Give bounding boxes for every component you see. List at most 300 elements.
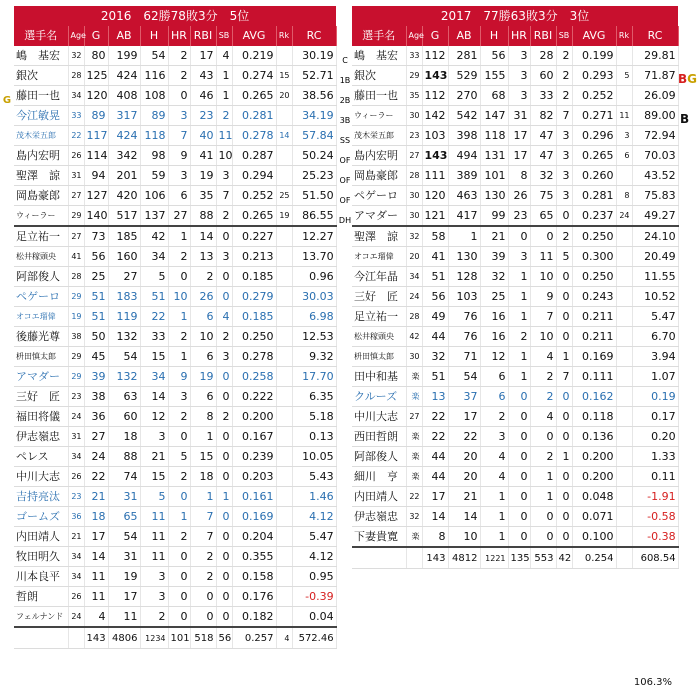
- total-cell: 0.257: [232, 627, 276, 649]
- table-row: [352, 427, 678, 447]
- stat-cell: 88: [108, 447, 140, 467]
- stat-cell: 143: [422, 66, 448, 86]
- table-row: [352, 507, 678, 527]
- player-name: 嶋 基宏: [14, 46, 68, 66]
- stat-cell: 60: [530, 66, 556, 86]
- total-cell: 4: [276, 627, 292, 649]
- stat-cell: 2: [216, 206, 232, 227]
- stat-cell: 44: [422, 467, 448, 487]
- pos-marker-0: C: [342, 56, 348, 65]
- stat-cell: 5.47: [292, 527, 336, 547]
- stat-cell: 0.355: [232, 547, 276, 567]
- stat-cell: 12: [140, 407, 168, 427]
- stat-cell: 31: [508, 106, 530, 126]
- stat-cell: 2: [556, 46, 572, 66]
- stat-cell: 140: [84, 206, 108, 227]
- stat-cell: 7: [190, 507, 216, 527]
- stat-cell: [616, 447, 632, 467]
- table-row: [352, 247, 678, 267]
- stat-cell: 29: [68, 206, 84, 227]
- stat-cell: [276, 467, 292, 487]
- stat-cell: 54: [108, 527, 140, 547]
- total-cell: 553: [530, 547, 556, 569]
- stats-table-2017: [352, 6, 679, 569]
- stat-cell: 317: [108, 106, 140, 126]
- stat-cell: 29: [68, 287, 84, 307]
- stat-cell: 27: [68, 186, 84, 206]
- player-name: 三好 匠: [352, 287, 406, 307]
- stat-cell: 1: [556, 447, 572, 467]
- stat-cell: 24: [616, 206, 632, 227]
- stat-cell: 3: [616, 126, 632, 146]
- stat-cell: 3: [140, 427, 168, 447]
- stat-cell: 2: [530, 447, 556, 467]
- stat-cell: 10.05: [292, 447, 336, 467]
- stat-cell: 2: [168, 327, 190, 347]
- stat-cell: 3: [216, 347, 232, 367]
- stat-cell: 31: [108, 487, 140, 507]
- table-row: [352, 186, 678, 206]
- stat-cell: [276, 347, 292, 367]
- stat-cell: 0.252: [572, 86, 616, 106]
- stat-cell: 28: [406, 307, 422, 327]
- stat-cell: 2: [168, 66, 190, 86]
- stat-cell: 1: [168, 307, 190, 327]
- stat-cell: 131: [480, 146, 508, 166]
- stat-cell: 51: [422, 267, 448, 287]
- stat-cell: 15: [190, 447, 216, 467]
- table-row: [14, 186, 336, 206]
- stat-cell: 13.70: [292, 247, 336, 267]
- table-row: [352, 407, 678, 427]
- stat-cell: 112: [422, 86, 448, 106]
- player-name: 下妻貴寛: [352, 527, 406, 548]
- stat-cell: 0: [168, 607, 190, 628]
- stat-cell: 0: [508, 387, 530, 407]
- stat-cell: 65: [530, 206, 556, 227]
- stat-cell: 1: [480, 487, 508, 507]
- stat-cell: 5.18: [292, 407, 336, 427]
- pos-marker-6: OF: [339, 176, 351, 185]
- stat-cell: 529: [448, 66, 480, 86]
- stat-cell: 0: [556, 467, 572, 487]
- stat-cell: 0.203: [232, 467, 276, 487]
- stat-cell: 517: [108, 206, 140, 227]
- stat-cell: 0: [530, 527, 556, 548]
- stat-cell: 65: [108, 507, 140, 527]
- stat-cell: [276, 547, 292, 567]
- stat-cell: 116: [140, 66, 168, 86]
- stat-cell: 0.100: [572, 527, 616, 548]
- table-row: [14, 86, 336, 106]
- table-row: [352, 327, 678, 347]
- stat-cell: 4: [480, 467, 508, 487]
- stat-cell: 16: [480, 327, 508, 347]
- table-row: [14, 66, 336, 86]
- stat-cell: 22: [84, 467, 108, 487]
- stat-cell: 51: [140, 287, 168, 307]
- total-row: [14, 627, 336, 649]
- stat-cell: 0.294: [232, 166, 276, 186]
- stat-cell: 11: [530, 247, 556, 267]
- table-row: [352, 307, 678, 327]
- stat-cell: 15: [140, 467, 168, 487]
- column-header: 選手名: [352, 26, 406, 46]
- stat-cell: 80: [84, 46, 108, 66]
- table-row: [14, 287, 336, 307]
- title-2017: 2017 77勝63敗3分 3位: [352, 6, 678, 26]
- stat-cell: [616, 247, 632, 267]
- player-name: 茂木栄五郎: [352, 126, 406, 146]
- total-cell: 101: [168, 627, 190, 649]
- stat-cell: 17: [422, 487, 448, 507]
- stat-cell: 0.250: [572, 267, 616, 287]
- stat-cell: 19: [190, 166, 216, 186]
- player-name: 岡島豪郎: [14, 186, 68, 206]
- stat-cell: 0: [168, 267, 190, 287]
- stat-cell: 34: [140, 367, 168, 387]
- stat-cell: 143: [422, 146, 448, 166]
- stat-cell: 5.43: [292, 467, 336, 487]
- stat-cell: 142: [422, 106, 448, 126]
- stat-cell: 494: [448, 146, 480, 166]
- player-name: 伊志嶺忠: [352, 507, 406, 527]
- stat-cell: 0: [556, 487, 572, 507]
- stat-cell: 0: [216, 427, 232, 447]
- right-markers: [678, 0, 700, 660]
- stat-cell: 11: [140, 527, 168, 547]
- stat-cell: 270: [448, 86, 480, 106]
- stat-cell: 25: [480, 287, 508, 307]
- table-row: [14, 206, 336, 227]
- stat-cell: 58: [422, 226, 448, 247]
- stat-cell: 0.252: [232, 186, 276, 206]
- stat-cell: 0: [556, 507, 572, 527]
- stat-cell: 51: [84, 287, 108, 307]
- stat-cell: 1: [508, 267, 530, 287]
- stat-cell: 28: [530, 46, 556, 66]
- stat-cell: 29.81: [632, 46, 678, 66]
- column-header: Age: [68, 26, 84, 46]
- stat-cell: 2: [140, 607, 168, 628]
- table-row: [352, 527, 678, 548]
- stat-cell: 36: [68, 507, 84, 527]
- stat-cell: 1: [530, 487, 556, 507]
- stat-cell: 199: [108, 46, 140, 66]
- stat-cell: 0.211: [572, 307, 616, 327]
- player-name: アマダー: [14, 367, 68, 387]
- stat-cell: [616, 487, 632, 507]
- player-name: 細川 亨: [352, 467, 406, 487]
- stat-cell: 32: [406, 507, 422, 527]
- stat-cell: 0.11: [632, 467, 678, 487]
- stat-cell: 29: [406, 66, 422, 86]
- stat-cell: 20.49: [632, 247, 678, 267]
- stat-cell: [616, 267, 632, 287]
- stat-cell: [276, 527, 292, 547]
- stat-cell: 30: [406, 186, 422, 206]
- player-name: 足立祐一: [352, 307, 406, 327]
- stat-cell: 26: [68, 587, 84, 607]
- stat-cell: 40: [190, 126, 216, 146]
- stat-cell: 30.03: [292, 287, 336, 307]
- stat-cell: 0: [556, 307, 572, 327]
- stat-cell: 0.96: [292, 267, 336, 287]
- stat-cell: 47: [530, 126, 556, 146]
- stat-cell: 12.53: [292, 327, 336, 347]
- right-marker-1: G: [687, 72, 698, 86]
- stat-cell: 0.222: [232, 387, 276, 407]
- stat-cell: 94: [84, 166, 108, 186]
- table-row: [14, 447, 336, 467]
- stat-cell: [616, 46, 632, 66]
- total-cell: 56: [216, 627, 232, 649]
- stat-cell: 9.32: [292, 347, 336, 367]
- player-name: 聖澤 諒: [352, 226, 406, 247]
- table-row: [14, 46, 336, 66]
- stat-cell: 2: [168, 407, 190, 427]
- stat-cell: 0.048: [572, 487, 616, 507]
- stat-cell: 42: [140, 226, 168, 247]
- stat-cell: 44: [422, 447, 448, 467]
- pos-marker-1: 1B: [339, 76, 351, 85]
- stat-cell: [616, 327, 632, 347]
- total-cell: [406, 547, 422, 569]
- stat-cell: 130: [480, 186, 508, 206]
- stat-cell: 2: [556, 226, 572, 247]
- stat-cell: 54: [140, 46, 168, 66]
- stat-cell: 0: [508, 447, 530, 467]
- stat-cell: 5: [556, 247, 572, 267]
- stat-cell: 32: [422, 347, 448, 367]
- table-row: [14, 327, 336, 347]
- stat-cell: 0.111: [572, 367, 616, 387]
- table-row: [352, 347, 678, 367]
- stat-cell: 23: [508, 206, 530, 227]
- stat-cell: [616, 307, 632, 327]
- stat-cell: 0: [556, 287, 572, 307]
- stat-cell: 0: [508, 226, 530, 247]
- stat-cell: 23: [68, 387, 84, 407]
- stat-cell: 0: [216, 607, 232, 628]
- stat-cell: 4: [216, 46, 232, 66]
- stat-cell: 51: [84, 307, 108, 327]
- stat-cell: 6: [190, 387, 216, 407]
- stat-cell: 28: [406, 166, 422, 186]
- stat-cell: [616, 527, 632, 548]
- stat-cell: 183: [108, 287, 140, 307]
- stat-cell: 22: [448, 427, 480, 447]
- stat-cell: 11: [140, 507, 168, 527]
- pos-marker-8: DH: [338, 216, 352, 225]
- improvement-ratio: 106.3%: [633, 677, 672, 688]
- pos-marker-2: 2B: [339, 96, 351, 105]
- stat-cell: 24: [68, 607, 84, 628]
- stat-cell: 121: [422, 206, 448, 227]
- table-row: [14, 267, 336, 287]
- stat-cell: -1.91: [632, 487, 678, 507]
- player-name: ウィーラー: [352, 106, 406, 126]
- stat-cell: 24: [68, 407, 84, 427]
- stat-cell: 3: [216, 166, 232, 186]
- table-row: [352, 206, 678, 227]
- stat-cell: 0.293: [572, 66, 616, 86]
- stat-cell: 5: [140, 487, 168, 507]
- stat-cell: 34: [68, 447, 84, 467]
- stat-cell: 11: [140, 547, 168, 567]
- stat-cell: 424: [108, 126, 140, 146]
- table-row: [352, 487, 678, 507]
- stat-cell: 17: [508, 146, 530, 166]
- left-markers: [0, 0, 14, 660]
- stat-cell: 0.227: [232, 226, 276, 247]
- stat-cell: 0.04: [292, 607, 336, 628]
- stat-cell: 0.13: [292, 427, 336, 447]
- stat-cell: 0: [556, 267, 572, 287]
- table-row: [352, 287, 678, 307]
- stat-cell: 3: [168, 166, 190, 186]
- table-row: [14, 387, 336, 407]
- stat-cell: 3: [168, 106, 190, 126]
- stat-cell: [616, 367, 632, 387]
- column-header: H: [480, 26, 508, 46]
- stat-cell: 27: [108, 267, 140, 287]
- total-cell: 4812: [448, 547, 480, 569]
- stat-cell: 9: [168, 367, 190, 387]
- stat-cell: [616, 407, 632, 427]
- stat-cell: 1: [216, 487, 232, 507]
- stat-cell: 73: [84, 226, 108, 247]
- stat-cell: 41: [422, 247, 448, 267]
- stat-cell: 16: [480, 307, 508, 327]
- table-row: [14, 247, 336, 267]
- table-row: [14, 507, 336, 527]
- stat-cell: 34: [68, 567, 84, 587]
- total-row: [352, 547, 678, 569]
- stat-cell: 63: [108, 387, 140, 407]
- table-row: [14, 547, 336, 567]
- stat-cell: 0.300: [572, 247, 616, 267]
- stat-cell: 13: [190, 247, 216, 267]
- stat-cell: 0.250: [232, 327, 276, 347]
- stat-cell: 13: [422, 387, 448, 407]
- player-name: 内田靖人: [352, 487, 406, 507]
- stat-cell: 20: [448, 447, 480, 467]
- stat-cell: 0.274: [232, 66, 276, 86]
- player-name: 西田哲朗: [352, 427, 406, 447]
- stat-cell: 0.278: [232, 347, 276, 367]
- player-name: 枡田慎太郎: [352, 347, 406, 367]
- total-cell: 518: [190, 627, 216, 649]
- stat-cell: 0.250: [572, 226, 616, 247]
- stat-cell: 0: [556, 387, 572, 407]
- stat-cell: 0.136: [572, 427, 616, 447]
- table-row: [14, 427, 336, 447]
- stat-cell: 10.52: [632, 287, 678, 307]
- stat-cell: 30.19: [292, 46, 336, 66]
- stat-cell: 0: [216, 447, 232, 467]
- stat-cell: 128: [448, 267, 480, 287]
- stat-cell: 10: [168, 287, 190, 307]
- stat-cell: 3: [556, 166, 572, 186]
- stat-cell: 7: [168, 126, 190, 146]
- stat-cell: 31: [68, 427, 84, 447]
- stat-cell: 9: [530, 287, 556, 307]
- stat-cell: 0: [508, 507, 530, 527]
- player-name: 後藤光尊: [14, 327, 68, 347]
- stat-cell: 17: [84, 527, 108, 547]
- stat-cell: 8: [508, 166, 530, 186]
- stat-cell: 7: [190, 527, 216, 547]
- player-name: クルーズ: [352, 387, 406, 407]
- stat-cell: 118: [480, 126, 508, 146]
- stat-cell: 20: [276, 86, 292, 106]
- stat-cell: 118: [140, 126, 168, 146]
- stat-cell: 2: [168, 467, 190, 487]
- stat-cell: 21: [84, 487, 108, 507]
- stat-cell: -0.39: [292, 587, 336, 607]
- stat-cell: 23: [68, 487, 84, 507]
- stat-cell: 0.182: [232, 607, 276, 628]
- stat-cell: 103: [422, 126, 448, 146]
- stat-cell: 0: [216, 387, 232, 407]
- stat-cell: 26: [68, 467, 84, 487]
- stat-cell: 0: [168, 487, 190, 507]
- stat-cell: 99: [480, 206, 508, 227]
- stat-cell: 56: [422, 287, 448, 307]
- stat-cell: [616, 86, 632, 106]
- stat-cell: 120: [422, 186, 448, 206]
- stat-cell: 0: [216, 547, 232, 567]
- stat-cell: 1: [508, 307, 530, 327]
- stat-cell: [276, 507, 292, 527]
- stat-cell: 0: [530, 226, 556, 247]
- stat-cell: 21: [448, 487, 480, 507]
- stat-cell: 3: [508, 247, 530, 267]
- table-row: [14, 226, 336, 247]
- stat-cell: [276, 267, 292, 287]
- column-header: RBI: [530, 26, 556, 46]
- stat-cell: 74: [108, 467, 140, 487]
- stat-cell: 0.17: [632, 407, 678, 427]
- stat-cell: 120: [84, 86, 108, 106]
- stat-cell: 28: [68, 66, 84, 86]
- stat-cell: 111: [422, 166, 448, 186]
- stat-cell: 0.204: [232, 527, 276, 547]
- player-name: 阿部俊人: [352, 447, 406, 467]
- stat-cell: 0: [508, 407, 530, 427]
- total-cell: 135: [508, 547, 530, 569]
- stat-cell: 201: [108, 166, 140, 186]
- stat-cell: 21: [68, 527, 84, 547]
- total-cell: [68, 627, 84, 649]
- stat-cell: 0.213: [232, 247, 276, 267]
- stat-cell: 楽: [406, 387, 422, 407]
- stat-cell: 10: [530, 267, 556, 287]
- stat-cell: 54: [448, 367, 480, 387]
- stat-cell: [616, 166, 632, 186]
- stat-cell: 27: [84, 427, 108, 447]
- stat-cell: [276, 247, 292, 267]
- stat-cell: 49.27: [632, 206, 678, 227]
- stat-cell: 103: [448, 287, 480, 307]
- stat-cell: 1: [216, 86, 232, 106]
- stat-cell: 6: [480, 367, 508, 387]
- stat-cell: 98: [140, 146, 168, 166]
- stat-cell: 3: [556, 126, 572, 146]
- stat-cell: 0.271: [572, 106, 616, 126]
- stat-cell: 2: [216, 327, 232, 347]
